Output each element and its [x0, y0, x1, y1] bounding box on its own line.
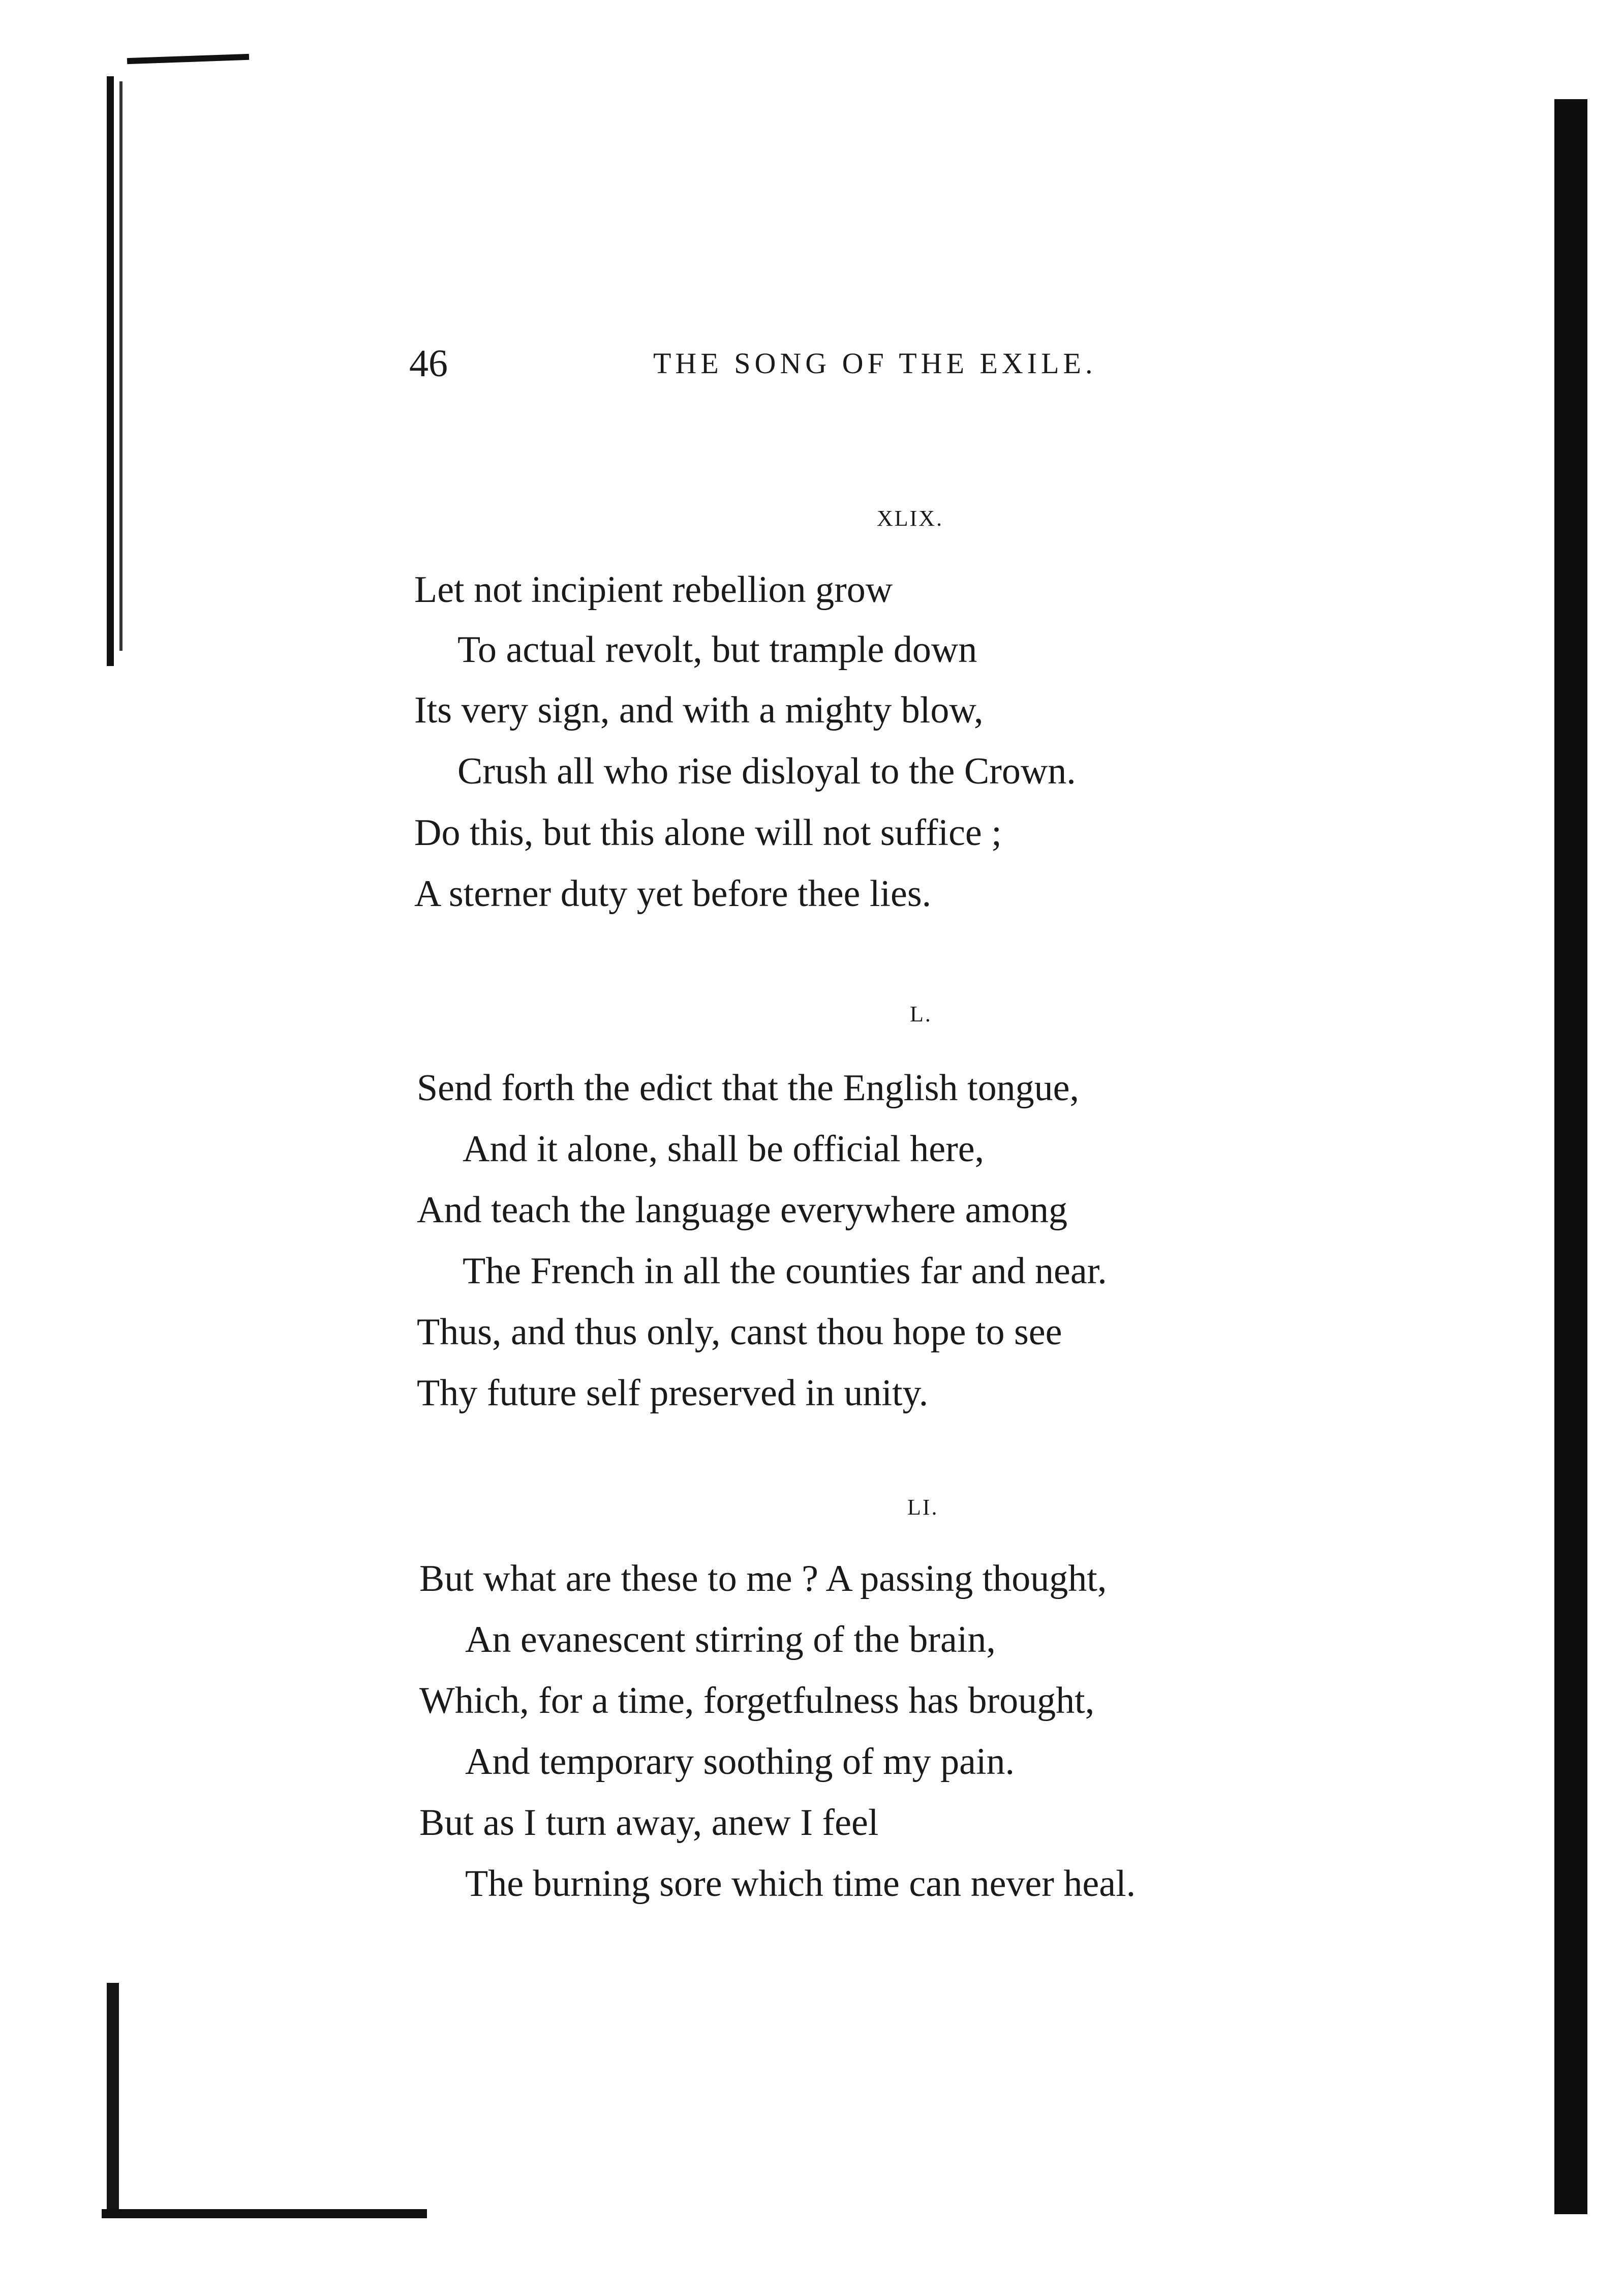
scan-edge-bottom-left	[107, 1983, 119, 2217]
verse-line: A sterner duty yet before thee lies.	[414, 873, 932, 915]
scan-edge-bottom	[102, 2209, 427, 2218]
verse-line: The French in all the counties far and near.	[463, 1250, 1107, 1292]
verse-line: Send forth the edict that the English tongue,	[417, 1067, 1079, 1109]
scan-edge-right	[1554, 99, 1587, 2214]
verse-line: Do this, but this alone will not suffice ;	[414, 812, 1002, 854]
verse-line: An evanescent stirring of the brain,	[465, 1619, 996, 1661]
verse-line: But as I turn away, anew I feel	[419, 1802, 879, 1844]
scan-edge-left-inner	[119, 81, 122, 651]
scan-edge-left	[107, 76, 114, 666]
stanza-number: XLIX.	[877, 506, 944, 531]
verse-line: To actual revolt, but trample down	[457, 629, 977, 671]
verse-line: And teach the language everywhere among	[417, 1189, 1068, 1231]
verse-line: Let not incipient rebellion grow	[414, 569, 893, 611]
stanza-number: LI.	[907, 1495, 939, 1520]
stanza-number: L.	[910, 1002, 932, 1027]
verse-line: Thus, and thus only, canst thou hope to see	[417, 1311, 1062, 1353]
verse-line: Crush all who rise disloyal to the Crown.	[457, 750, 1076, 792]
scan-edge-top	[127, 54, 249, 64]
running-title: THE SONG OF THE EXILE.	[653, 347, 1097, 380]
verse-line: Which, for a time, forgetfulness has brought,	[419, 1680, 1095, 1722]
page-number: 46	[409, 342, 448, 385]
verse-line: And temporary soothing of my pain.	[465, 1741, 1015, 1783]
verse-line: But what are these to me ? A passing thought,	[419, 1558, 1107, 1600]
verse-line: And it alone, shall be official here,	[463, 1128, 985, 1170]
verse-line: Its very sign, and with a mighty blow,	[414, 689, 984, 731]
page-header	[409, 336, 1192, 391]
verse-line: The burning sore which time can never heal.	[465, 1863, 1136, 1905]
verse-line: Thy future self preserved in unity.	[417, 1372, 929, 1414]
